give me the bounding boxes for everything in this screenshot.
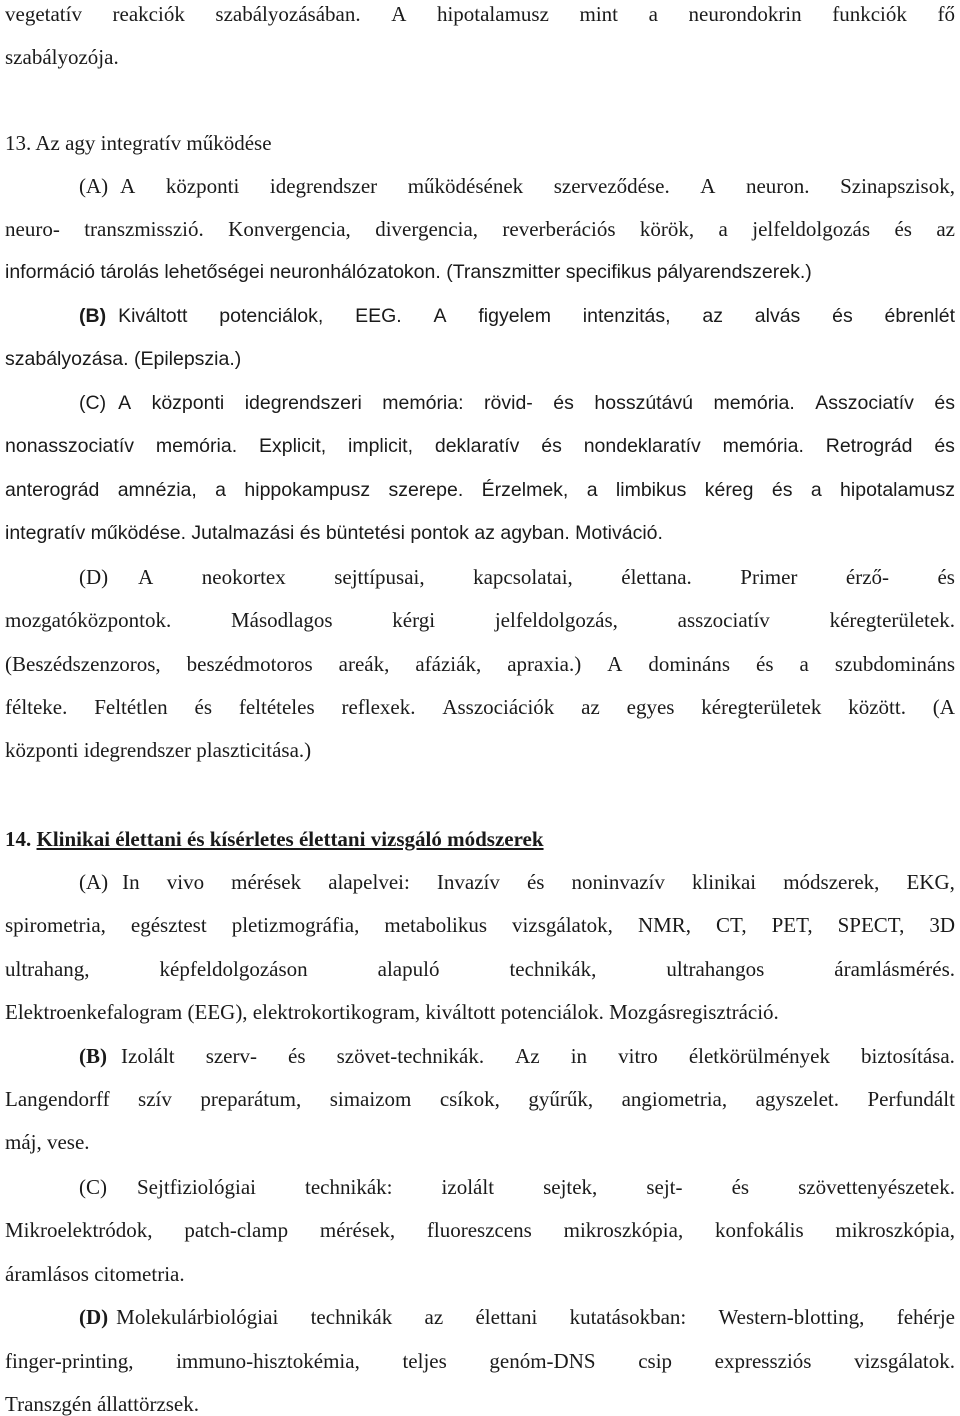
s13-b-line-1-text <box>118 307 955 327</box>
s13-d-line-3 <box>5 654 955 675</box>
s14-b-line-2 <box>5 1089 955 1110</box>
word: A <box>118 392 132 414</box>
s13-d-line-5: központi idegrendszer plaszticitása.) <box>5 738 312 762</box>
word: Explicit, <box>258 435 327 457</box>
word: az <box>581 695 600 719</box>
word: limbikus <box>615 479 687 501</box>
word: és <box>937 565 955 589</box>
s13-c-line-1-text <box>118 394 955 414</box>
word: a <box>215 479 227 501</box>
word: szubdomináns <box>834 652 955 676</box>
word: áramlásmérés. <box>834 957 955 981</box>
word: hipotalamusz <box>840 479 955 501</box>
word: technikák <box>310 1305 393 1329</box>
word: (Beszédszenzoros, <box>5 652 161 676</box>
word: areák, <box>338 652 390 676</box>
word: Érzelmek, <box>481 479 569 501</box>
word: neokortex <box>201 565 286 589</box>
word: preparátum, <box>200 1087 302 1111</box>
s14-b-line-1-text <box>121 1046 955 1067</box>
s14-b-line-3: máj, vese. <box>5 1130 90 1154</box>
word: funkciók <box>832 2 907 26</box>
word: szövet-technikák. <box>336 1044 485 1068</box>
word: Molekulárbiológiai <box>116 1305 279 1329</box>
word: teljes <box>402 1349 447 1373</box>
word: Sejtfiziológiai <box>137 1175 256 1199</box>
word: szív <box>138 1087 172 1111</box>
word: figyelem <box>478 305 551 327</box>
word: a <box>586 479 598 501</box>
s13-d-line-1 <box>79 567 955 588</box>
word: félteke. <box>5 695 68 719</box>
word: idegrendszeri <box>244 392 362 414</box>
word: In <box>122 870 140 894</box>
word: fő <box>937 2 955 26</box>
word: memória. <box>155 435 238 457</box>
s13-a-line-1-text <box>120 176 955 197</box>
word: sejtek, <box>543 1175 598 1199</box>
s14-c-line-2 <box>5 1220 955 1241</box>
word: amnézia, <box>117 479 197 501</box>
s13-b-line-1 <box>79 307 955 327</box>
word: a <box>718 217 728 241</box>
word: transzmisszió. <box>84 217 204 241</box>
s14-d-label: (D) <box>79 1305 109 1329</box>
word: Másodlagos <box>231 608 333 632</box>
word: központi <box>165 174 240 198</box>
word: divergencia, <box>375 217 479 241</box>
word: Invazív <box>436 870 500 894</box>
word: és <box>541 435 562 457</box>
word: ultrahang, <box>5 957 90 981</box>
word: reakciók <box>112 2 185 26</box>
word: körök, <box>639 217 695 241</box>
word: agyszelet. <box>755 1087 839 1111</box>
word: Western-blotting, <box>718 1305 865 1329</box>
intro-line-1 <box>5 4 955 25</box>
word: ébrenlét <box>884 305 955 327</box>
word: sejttípusai, <box>334 565 425 589</box>
word: sejt- <box>646 1175 683 1199</box>
s14-c-line-1-text <box>137 1177 955 1198</box>
word: klinikai <box>691 870 757 894</box>
s14-d-line-2 <box>5 1351 955 1372</box>
word: SPECT, <box>837 913 905 937</box>
word: neuron. <box>745 174 810 198</box>
word: memória. <box>713 392 795 414</box>
word: és <box>894 217 912 241</box>
word: pletizmográfia, <box>231 913 360 937</box>
s13-a-line-3: információ tárolás lehetőségei neuronhálózatokon. (Transzmitter specifikus pályarendszerek.) <box>5 261 812 283</box>
section-13-heading <box>5 133 955 154</box>
s13-c-line-1 <box>79 394 955 414</box>
word: szerepe. <box>388 479 464 501</box>
intro-line-2: szabályozója. <box>5 45 119 69</box>
word: Szinapszisok, <box>840 174 955 198</box>
word: jelfeldolgozás, <box>494 608 618 632</box>
word: noninvazív <box>571 870 665 894</box>
word: NMR, <box>637 913 692 937</box>
word: finger-printing, <box>5 1349 134 1373</box>
s13-a-line-2 <box>5 219 955 240</box>
s14-a-line-1-text <box>122 872 955 893</box>
word: metabolikus <box>384 913 488 937</box>
word: a <box>799 652 809 676</box>
word: technikák: <box>305 1175 393 1199</box>
word: neuro- <box>5 217 60 241</box>
word: A <box>433 305 447 327</box>
s13-a-line-1 <box>79 176 955 197</box>
word: in <box>570 1044 588 1068</box>
word: szabályozásában. <box>215 2 361 26</box>
word: neurondokrin <box>688 2 802 26</box>
word: fehérje <box>896 1305 955 1329</box>
word: izolált <box>441 1175 495 1199</box>
word: fluoreszcens <box>426 1218 532 1242</box>
word: érző- <box>845 565 890 589</box>
word: és <box>194 695 213 719</box>
s13-c-line-3 <box>5 481 955 501</box>
word: anterográd <box>5 479 100 501</box>
s13-c-line-4: integratív működése. Jutalmazási és büntetési pontok az agyban. Motiváció. <box>5 522 663 544</box>
word: élettani <box>475 1305 538 1329</box>
word: hipotalamusz <box>436 2 549 26</box>
s14-c-line-1 <box>79 1177 955 1198</box>
word: Primer <box>740 565 798 589</box>
s14-d-line-3: Transzgén állattörzsek. <box>5 1392 200 1416</box>
s14-a-line-2 <box>5 915 955 936</box>
word: egésztest <box>130 913 207 937</box>
word: képfeldolgozáson <box>159 957 308 981</box>
s13-d-label: (D) <box>79 565 109 589</box>
word: vivo <box>166 870 205 894</box>
section-14-number: 14. <box>5 827 32 851</box>
word: implicit, <box>348 435 414 457</box>
s13-a-label: (A) <box>79 174 109 198</box>
s14-c-label: (C) <box>79 1175 107 1199</box>
word: A <box>607 652 623 676</box>
word: az <box>424 1305 444 1329</box>
word: PET, <box>771 913 813 937</box>
word: nondeklaratív <box>583 435 701 457</box>
word: szerv- <box>205 1044 257 1068</box>
word: és <box>553 392 574 414</box>
word: módszerek, <box>783 870 880 894</box>
word: és <box>526 870 545 894</box>
s14-a-label: (A) <box>79 870 109 894</box>
s13-c-line-2 <box>5 437 955 457</box>
word: között. <box>848 695 906 719</box>
word: EEG. <box>355 305 402 327</box>
word: csip <box>638 1349 673 1373</box>
word: egyes <box>626 695 675 719</box>
word: Feltétlen <box>94 695 168 719</box>
s14-b-label: (B) <box>79 1044 107 1068</box>
word: idegrendszer <box>269 174 378 198</box>
word: A <box>120 174 136 198</box>
s14-c-line-3: áramlásos citometria. <box>5 1262 185 1286</box>
word: feltételes <box>238 695 315 719</box>
section-13-number: 13. <box>5 131 32 155</box>
word: reflexek. <box>341 695 416 719</box>
word: kéreg <box>704 479 754 501</box>
word: technikák, <box>509 957 597 981</box>
word: hosszútávú <box>594 392 694 414</box>
word: a <box>810 479 822 501</box>
word: és <box>731 1175 750 1199</box>
word: reverberációs <box>502 217 616 241</box>
word: kéregterületek. <box>829 608 955 632</box>
word: Mikroelektródok, <box>5 1218 153 1242</box>
word: potenciálok, <box>219 305 324 327</box>
word: memória. <box>722 435 804 457</box>
section-13-title: Az agy integratív működése <box>35 131 272 155</box>
word: szerveződése. <box>553 174 670 198</box>
word: mikroszkópia, <box>563 1218 684 1242</box>
word: gyűrűk, <box>528 1087 594 1111</box>
s14-d-line-1-text <box>116 1307 955 1328</box>
word: és <box>288 1044 306 1068</box>
word: (A <box>932 695 955 719</box>
word: mérések, <box>319 1218 396 1242</box>
word: Konvergencia, <box>228 217 351 241</box>
word: A <box>700 174 716 198</box>
word: mérések <box>231 870 302 894</box>
word: működésének <box>407 174 524 198</box>
word: központi <box>151 392 225 414</box>
word: A <box>391 2 407 26</box>
word: mozgatóközpontok. <box>5 608 172 632</box>
word: Asszociációk <box>442 695 555 719</box>
word: Langendorff <box>5 1087 110 1111</box>
word: kutatásokban: <box>569 1305 687 1329</box>
word: mint <box>579 2 619 26</box>
word: az <box>936 217 955 241</box>
word: patch-clamp <box>184 1218 289 1242</box>
word: vegetatív <box>5 2 82 26</box>
word: Perfundált <box>867 1087 955 1111</box>
s13-d-line-4 <box>5 697 955 718</box>
word: a <box>648 2 658 26</box>
word: expressziós <box>714 1349 812 1373</box>
word: apraxia.) <box>507 652 582 676</box>
word: memória: <box>382 392 464 414</box>
s14-a-line-3 <box>5 959 955 980</box>
word: Retrográd <box>825 435 913 457</box>
word: az <box>702 305 723 327</box>
s14-d-line-1 <box>79 1307 955 1328</box>
word: vitro <box>618 1044 658 1068</box>
word: és <box>756 652 774 676</box>
word: immuno-hisztokémia, <box>176 1349 360 1373</box>
s14-a-line-1 <box>79 872 955 893</box>
word: Izolált <box>121 1044 175 1068</box>
word: és <box>934 392 955 414</box>
word: Asszociatív <box>815 392 914 414</box>
word: és <box>934 435 955 457</box>
word: afáziák, <box>415 652 482 676</box>
s14-a-line-4: Elektroenkefalogram (EEG), elektrokortikogram, kiváltott potenciálok. Mozgásregisztráció. <box>5 1000 779 1024</box>
word: CT, <box>716 913 747 937</box>
word: vizsgálatok, <box>512 913 613 937</box>
word: EKG, <box>906 870 955 894</box>
word: intenzitás, <box>582 305 671 327</box>
word: alapuló <box>377 957 440 981</box>
word: kérgi <box>392 608 436 632</box>
word: hippokampusz <box>244 479 371 501</box>
s13-c-label: (C) <box>79 392 107 414</box>
word: kéregterületek <box>701 695 822 719</box>
word: alvás <box>754 305 801 327</box>
word: vizsgálatok. <box>854 1349 955 1373</box>
word: élettana. <box>621 565 692 589</box>
word: és <box>771 479 793 501</box>
word: ultrahangos <box>666 957 765 981</box>
word: biztosítása. <box>861 1044 955 1068</box>
word: és <box>832 305 853 327</box>
word: alapelvei: <box>328 870 410 894</box>
word: Kiváltott <box>118 305 188 327</box>
word: szövettenyészetek. <box>798 1175 955 1199</box>
word: genóm-DNS <box>489 1349 596 1373</box>
s13-d-line-2 <box>5 610 955 631</box>
word: A <box>138 565 154 589</box>
section-14-heading <box>5 829 955 850</box>
word: jelfeldolgozás <box>752 217 871 241</box>
word: asszociatív <box>677 608 770 632</box>
word: domináns <box>648 652 731 676</box>
word: Az <box>515 1044 540 1068</box>
word: spirometria, <box>5 913 106 937</box>
word: beszédmotoros <box>186 652 313 676</box>
word: csíkok, <box>439 1087 500 1111</box>
word: kapcsolatai, <box>473 565 573 589</box>
word: deklaratív <box>434 435 520 457</box>
word: nonasszociatív <box>5 435 134 457</box>
s14-b-line-1 <box>79 1046 955 1067</box>
word: 3D <box>929 913 955 937</box>
word: mikroszkópia, <box>835 1218 955 1242</box>
s13-d-line-1-text <box>138 567 955 588</box>
s13-b-line-2: szabályozása. (Epilepszia.) <box>5 348 242 370</box>
s13-b-label: (B) <box>79 305 107 327</box>
word: angiometria, <box>621 1087 728 1111</box>
word: rövid- <box>484 392 533 414</box>
word: életkörülmények <box>688 1044 830 1068</box>
section-14-title: Klinikai élettani és kísérletes élettani vizsgáló módszerek <box>36 827 544 851</box>
word: konfokális <box>714 1218 804 1242</box>
word: simaizom <box>329 1087 412 1111</box>
